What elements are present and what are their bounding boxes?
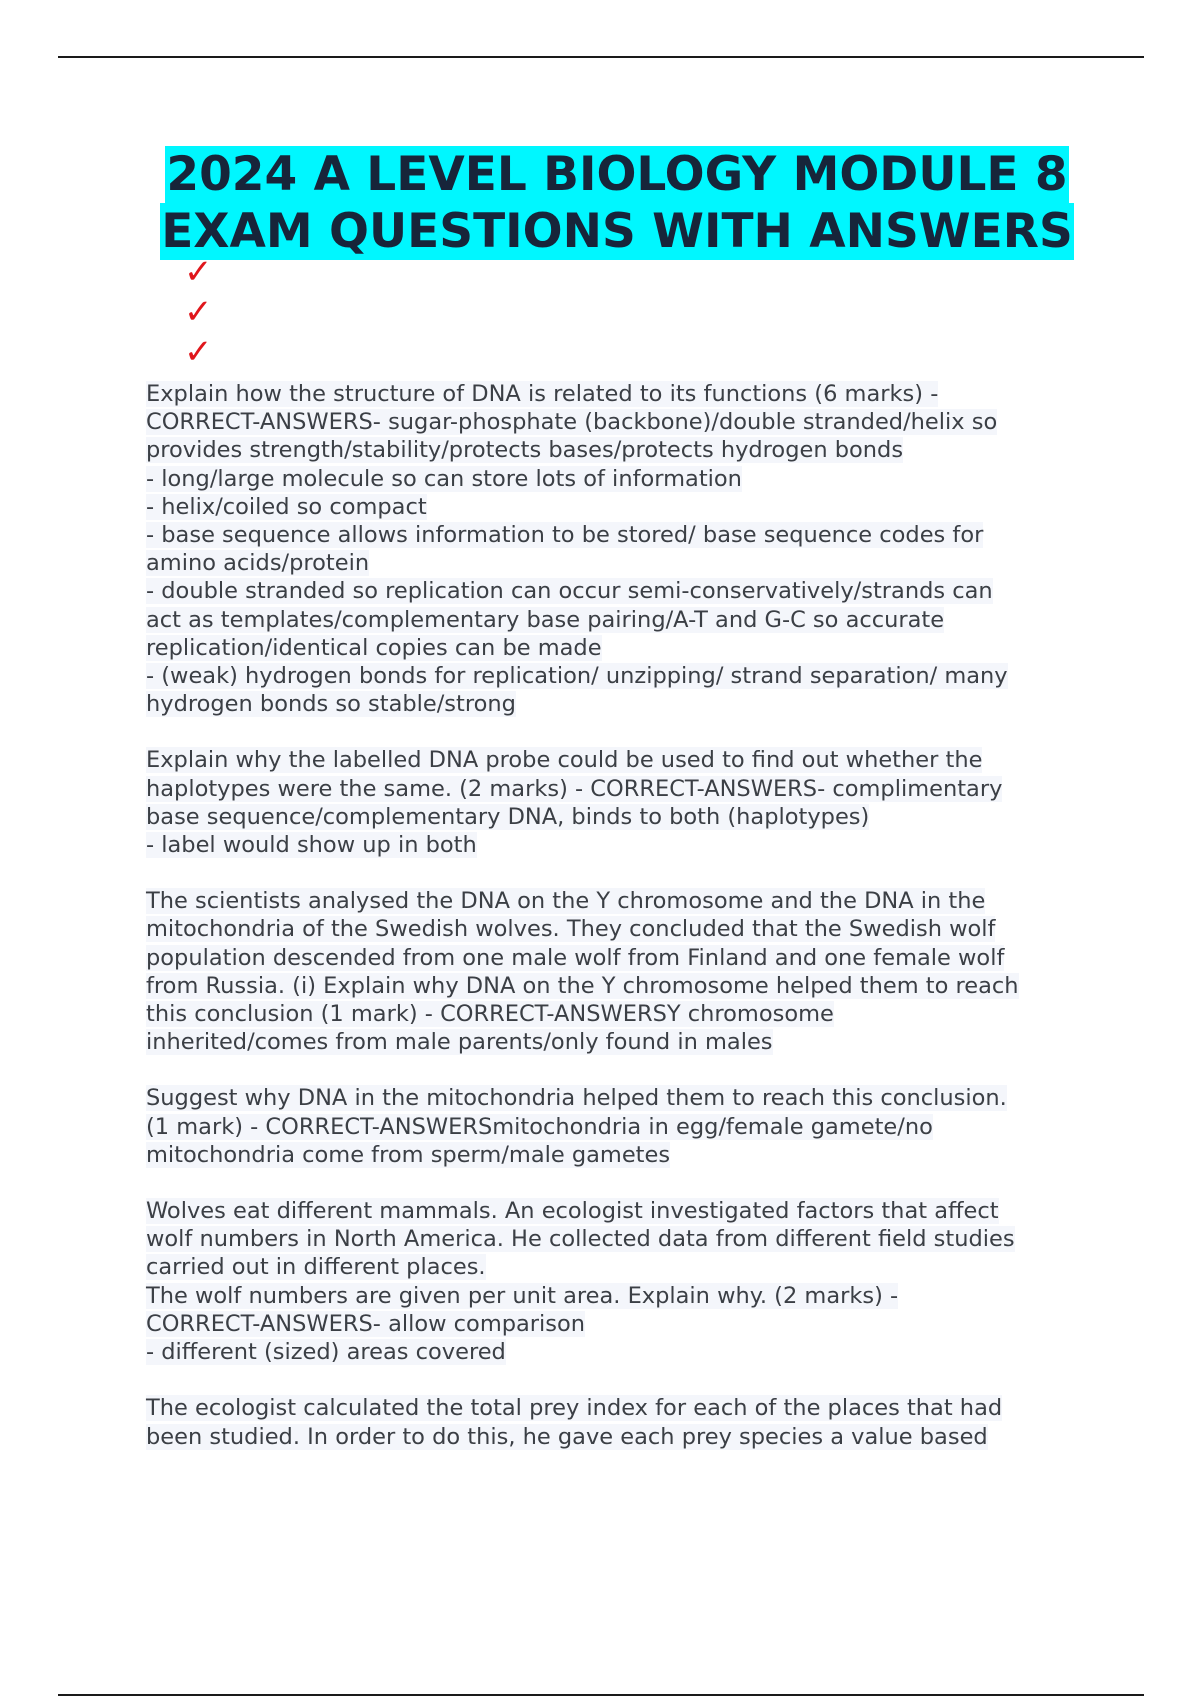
entry-text: - double stranded so replication can occur semi-conservatively/strands can bbox=[146, 578, 993, 605]
entry-text: CORRECT-ANSWERS- allow comparison bbox=[146, 1310, 586, 1337]
entry-text: Suggest why DNA in the mitochondria helped them to reach this conclusion. bbox=[146, 1085, 1007, 1112]
entry-text-line bbox=[146, 408, 1106, 436]
entry-text-line bbox=[146, 887, 1106, 915]
entry-text-line bbox=[146, 831, 1106, 859]
entry-text: mitochondria come from sperm/male gametes bbox=[146, 1141, 671, 1168]
question-answer-list bbox=[146, 380, 1106, 1479]
entry-text-line bbox=[146, 775, 1106, 803]
entry-text: hydrogen bonds so stable/strong bbox=[146, 691, 516, 718]
entry-text: act as templates/complementary base pairing/A-T and G-C so accurate bbox=[146, 606, 945, 633]
entry-text-line bbox=[146, 465, 1106, 493]
entry-text: wolf numbers in North America. He collected data from different field studies bbox=[146, 1226, 1015, 1253]
entry-text: The scientists analysed the DNA on the Y chromosome and the DNA in the bbox=[146, 888, 986, 915]
entry-text: carried out in different places. bbox=[146, 1254, 486, 1281]
entry-text: inherited/comes from male parents/only found in males bbox=[146, 1029, 773, 1056]
entry-text-line bbox=[146, 1113, 1106, 1141]
entry-text-line bbox=[146, 436, 1106, 464]
entry-text: from Russia. (i) Explain why DNA on the Y chromosome helped them to reach bbox=[146, 972, 1019, 999]
question-answer-entry bbox=[146, 887, 1106, 1056]
entry-text: - long/large molecule so can store lots of information bbox=[146, 465, 742, 492]
entry-text: - label would show up in both bbox=[146, 832, 477, 859]
entry-text: haplotypes were the same. (2 marks) - CORRECT-ANSWERS- complimentary bbox=[146, 775, 1003, 802]
entry-text: been studied. In order to do this, he gave each prey species a value based bbox=[146, 1423, 988, 1450]
entry-text-line bbox=[146, 746, 1106, 774]
entry-text-line bbox=[146, 380, 1106, 408]
entry-text-line bbox=[146, 606, 1106, 634]
entry-text-line bbox=[146, 1000, 1106, 1028]
entry-text-line bbox=[146, 1084, 1106, 1112]
entry-text: mitochondria of the Swedish wolves. They concluded that the Swedish wolf bbox=[146, 916, 996, 943]
entry-text-line bbox=[146, 549, 1106, 577]
entry-text-line bbox=[146, 944, 1106, 972]
entry-text: - base sequence allows information to be stored/ base sequence codes for bbox=[146, 522, 984, 549]
entry-text: Explain why the labelled DNA probe could be used to find out whether the bbox=[146, 747, 983, 774]
entry-text-line bbox=[146, 1394, 1106, 1422]
question-answer-entry bbox=[146, 746, 1106, 859]
entry-text-line bbox=[146, 1282, 1106, 1310]
check-mark-icon: ✓ bbox=[184, 332, 213, 372]
entry-text-line bbox=[146, 803, 1106, 831]
entry-text-line bbox=[146, 1141, 1106, 1169]
entry-text-line bbox=[146, 493, 1106, 521]
entry-text: this conclusion (1 mark) - CORRECT-ANSWERSY chromosome bbox=[146, 1001, 834, 1028]
entry-text: amino acids/protein bbox=[146, 550, 370, 577]
title-line-1: 2024 A LEVEL BIOLOGY MODULE 8 bbox=[166, 147, 1068, 202]
question-answer-entry bbox=[146, 1394, 1106, 1450]
check-mark-icon: ✓ bbox=[184, 292, 213, 332]
bottom-rule bbox=[58, 1694, 1144, 1696]
entry-text: - different (sized) areas covered bbox=[146, 1339, 506, 1366]
entry-text-line bbox=[146, 662, 1106, 690]
entry-text: replication/identical copies can be made bbox=[146, 634, 602, 661]
entry-text-line bbox=[146, 577, 1106, 605]
entry-text-line bbox=[146, 1423, 1106, 1451]
entry-text-line bbox=[146, 915, 1106, 943]
entry-text-line bbox=[146, 972, 1106, 1000]
entry-text: The ecologist calculated the total prey index for each of the places that had bbox=[146, 1395, 1003, 1422]
entry-text: population descended from one male wolf from Finland and one female wolf bbox=[146, 944, 1005, 971]
entry-text: The wolf numbers are given per unit area. Explain why. (2 marks) - bbox=[146, 1282, 899, 1309]
top-rule bbox=[58, 56, 1144, 58]
entry-text-line bbox=[146, 1253, 1106, 1281]
question-answer-entry bbox=[146, 1084, 1106, 1169]
check-mark-icon: ✓ bbox=[184, 252, 213, 292]
entry-text-line bbox=[146, 1338, 1106, 1366]
entry-text-line bbox=[146, 1028, 1106, 1056]
entry-text: base sequence/complementary DNA, binds to both (haplotypes) bbox=[146, 803, 870, 830]
entry-text-line bbox=[146, 1197, 1106, 1225]
entry-text-line bbox=[146, 521, 1106, 549]
entry-text-line bbox=[146, 634, 1106, 662]
question-answer-entry bbox=[146, 1197, 1106, 1366]
entry-text: Explain how the structure of DNA is related to its functions (6 marks) - bbox=[146, 381, 939, 407]
check-marks bbox=[184, 252, 224, 372]
entry-text: CORRECT-ANSWERS- sugar-phosphate (backbone)/double stranded/helix so bbox=[146, 409, 998, 436]
entry-text: provides strength/stability/protects bases/protects hydrogen bonds bbox=[146, 437, 904, 464]
entry-text: (1 mark) - CORRECT-ANSWERSmitochondria in egg/female gamete/no bbox=[146, 1113, 933, 1140]
title-line-2: EXAM QUESTIONS WITH ANSWERS bbox=[161, 204, 1073, 259]
entry-text-line bbox=[146, 1225, 1106, 1253]
entry-text: - (weak) hydrogen bonds for replication/ unzipping/ strand separation/ many bbox=[146, 663, 1008, 690]
question-answer-entry bbox=[146, 380, 1106, 718]
document-title bbox=[147, 146, 1087, 260]
entry-text: Wolves eat different mammals. An ecologist investigated factors that affect bbox=[146, 1198, 999, 1225]
entry-text: - helix/coiled so compact bbox=[146, 493, 427, 520]
entry-text-line bbox=[146, 1310, 1106, 1338]
entry-text-line bbox=[146, 690, 1106, 718]
